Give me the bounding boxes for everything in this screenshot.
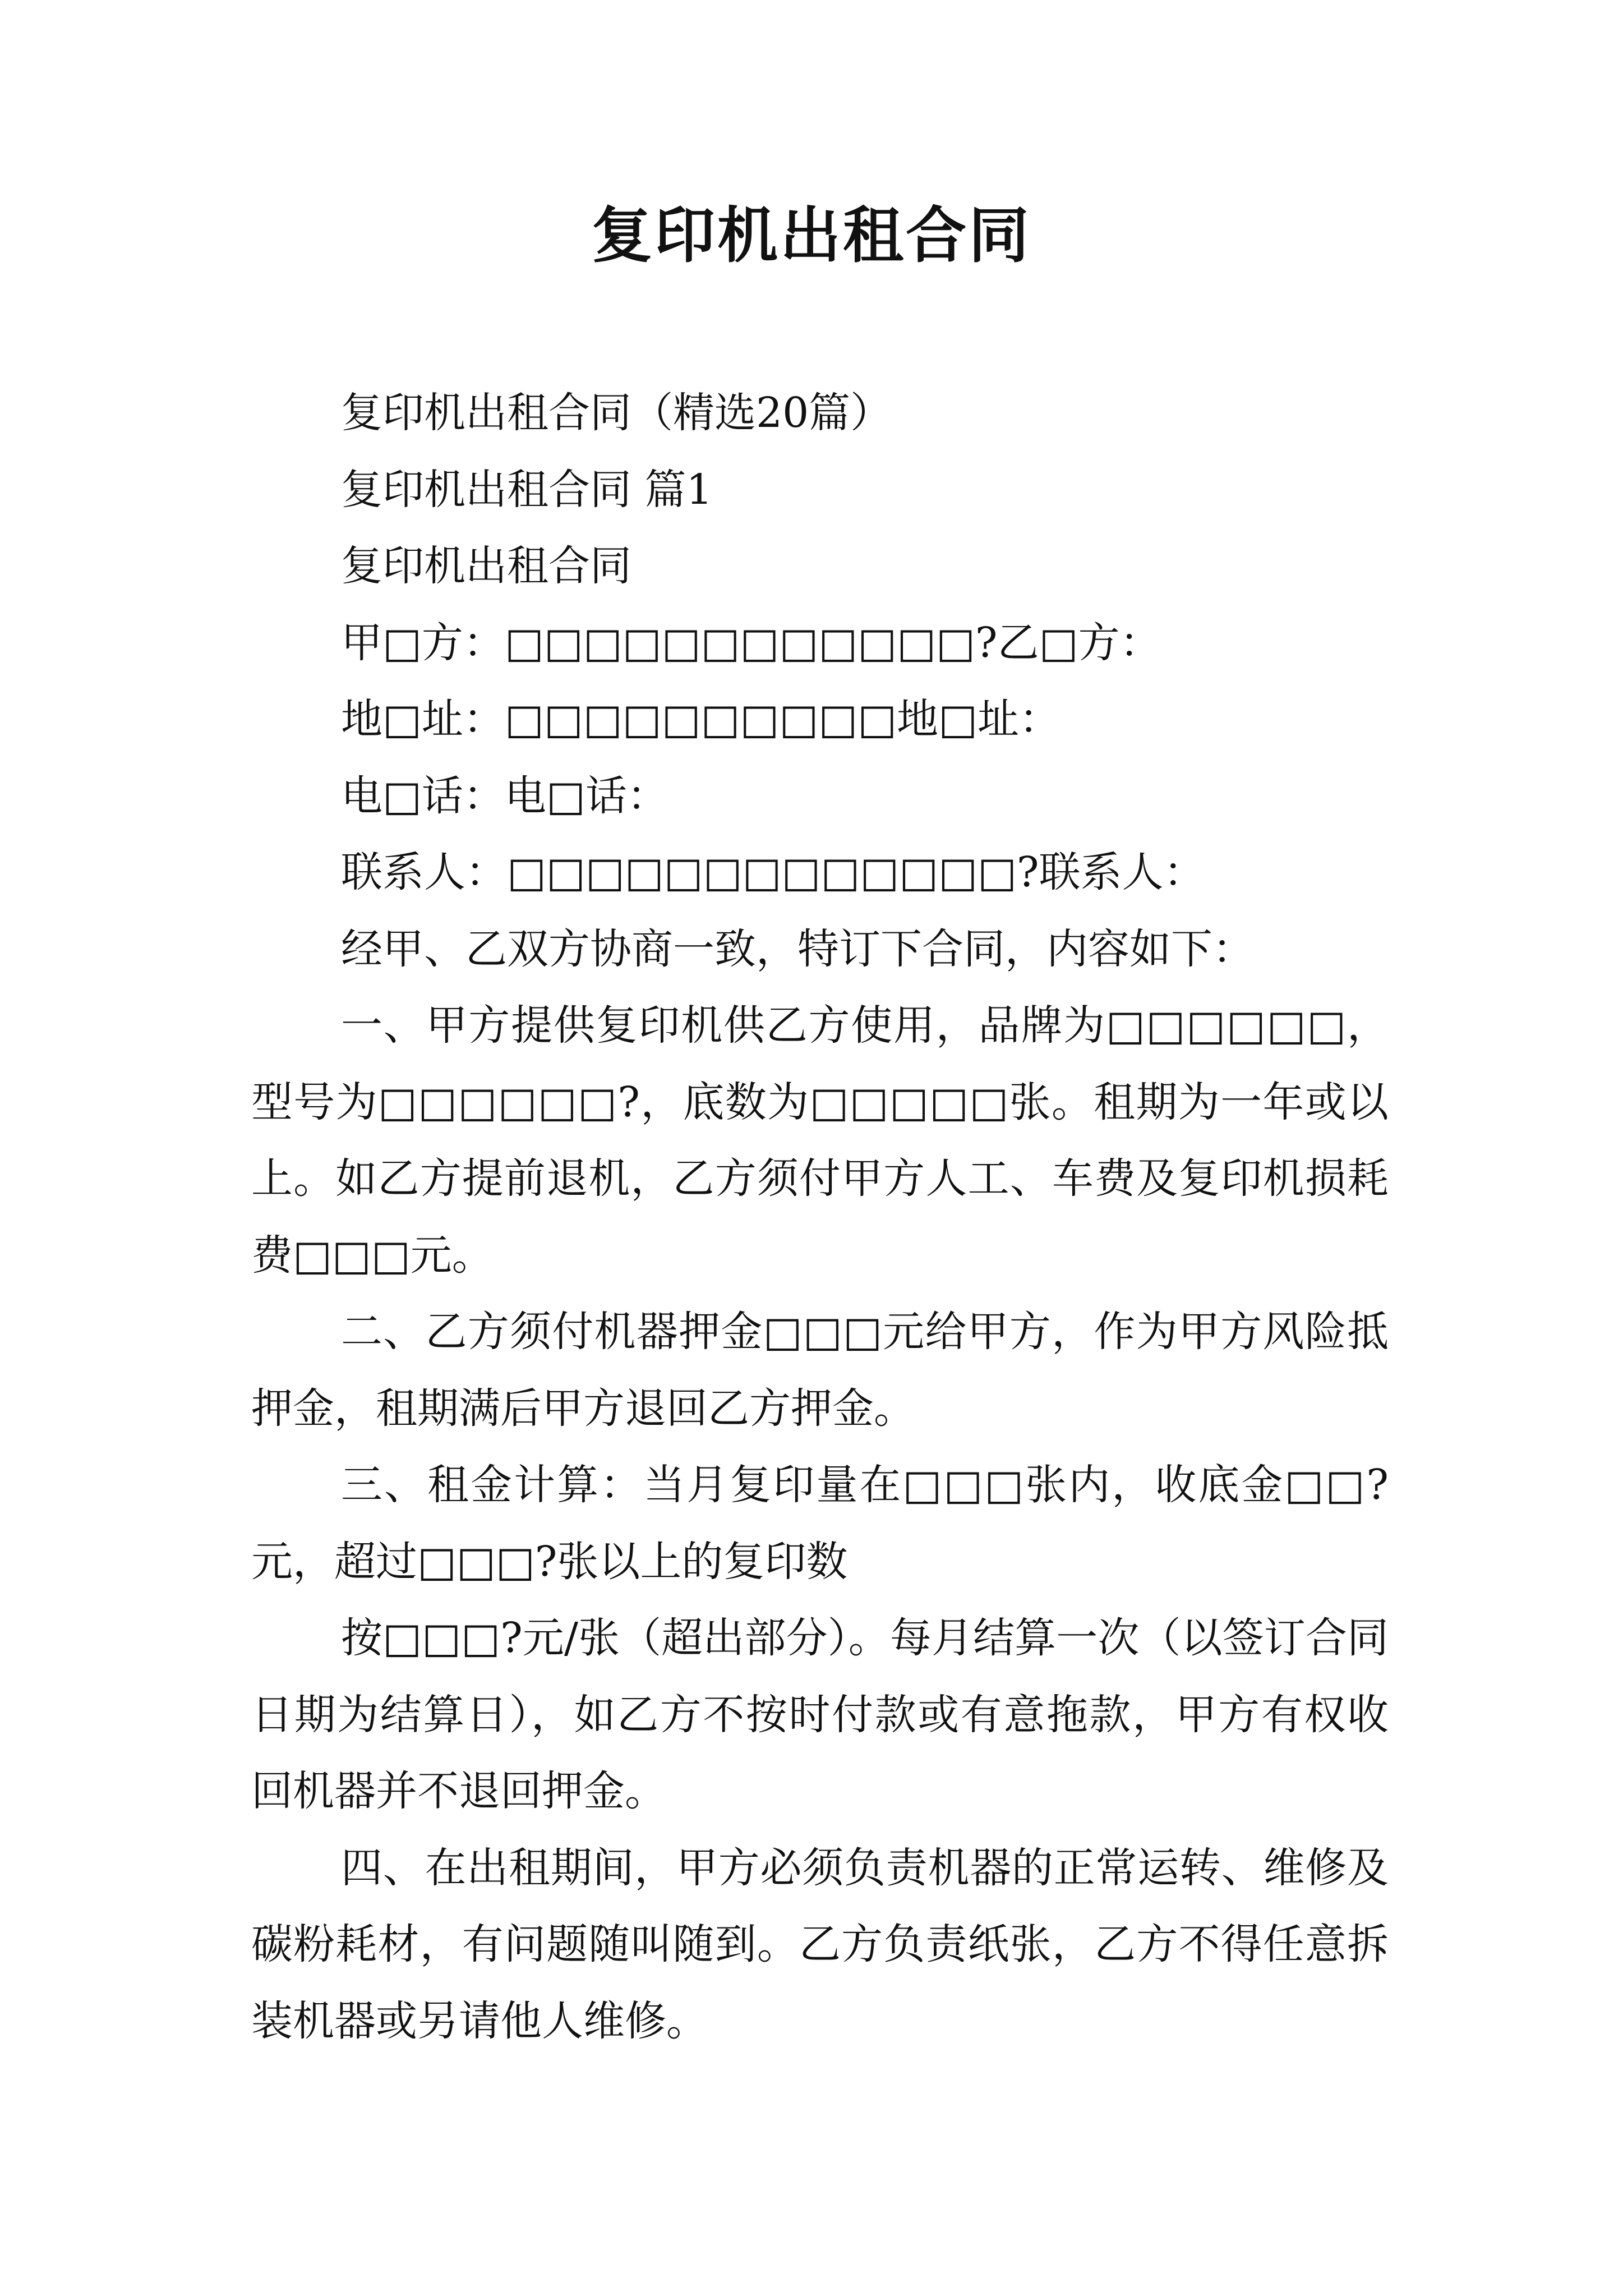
paragraph-clause-4: 四、在出租期间，甲方必须负责机器的正常运转、维修及碳粉耗材，有问题随叫随到。乙方负责纸张，乙方不得任意拆装机器或另请他人维修。: [251, 1843, 1389, 2045]
paragraph-address: 地□址：□□□□□□□□□□地□址：: [341, 695, 1061, 743]
document-body: [251, 375, 1389, 2059]
paragraph-phone: 电□话：电□话：: [341, 771, 668, 820]
paragraph-clause-3-cont: 按□□□?元/张（超出部分）。每月结算一次（以签订合同日期为结算日），如乙方不按时付款或有意拖款，甲方有权收回机器并不退回押金。: [251, 1614, 1389, 1815]
document-title: 复印机出租合同: [591, 200, 1031, 271]
paragraph-contract-heading: 复印机出租合同: [341, 542, 631, 590]
paragraph-intro: 经甲、乙双方协商一致，特订下合同，内容如下：: [341, 924, 1254, 973]
paragraph-clause-2: 二、乙方须付机器押金□□□元给甲方，作为甲方风险抵押金，租期满后甲方退回乙方押金。: [251, 1308, 1389, 1433]
paragraph-contact: 联系人：□□□□□□□□□□□□□?联系人：: [341, 848, 1205, 896]
paragraph-article-number: 复印机出租合同 篇1: [341, 465, 713, 514]
paragraph-parties: 甲□方：□□□□□□□□□□□□?乙□方：: [341, 618, 1161, 667]
paragraph-clause-3: 三、租金计算：当月复印量在□□□张内，收底金□□?元，超过□□□?张以上的复印数: [251, 1461, 1389, 1586]
paragraph-clause-1: 一、甲方提供复印机供乙方使用，品牌为□□□□□□，型号为□□□□□□?，底数为□□□□□张。租期为一年或以上。如乙方提前退机，乙方须付甲方人工、车费及复印机损耗费□□□元。: [251, 1001, 1389, 1280]
paragraph-collection-title: 复印机出租合同（精选20篇）: [341, 389, 892, 437]
